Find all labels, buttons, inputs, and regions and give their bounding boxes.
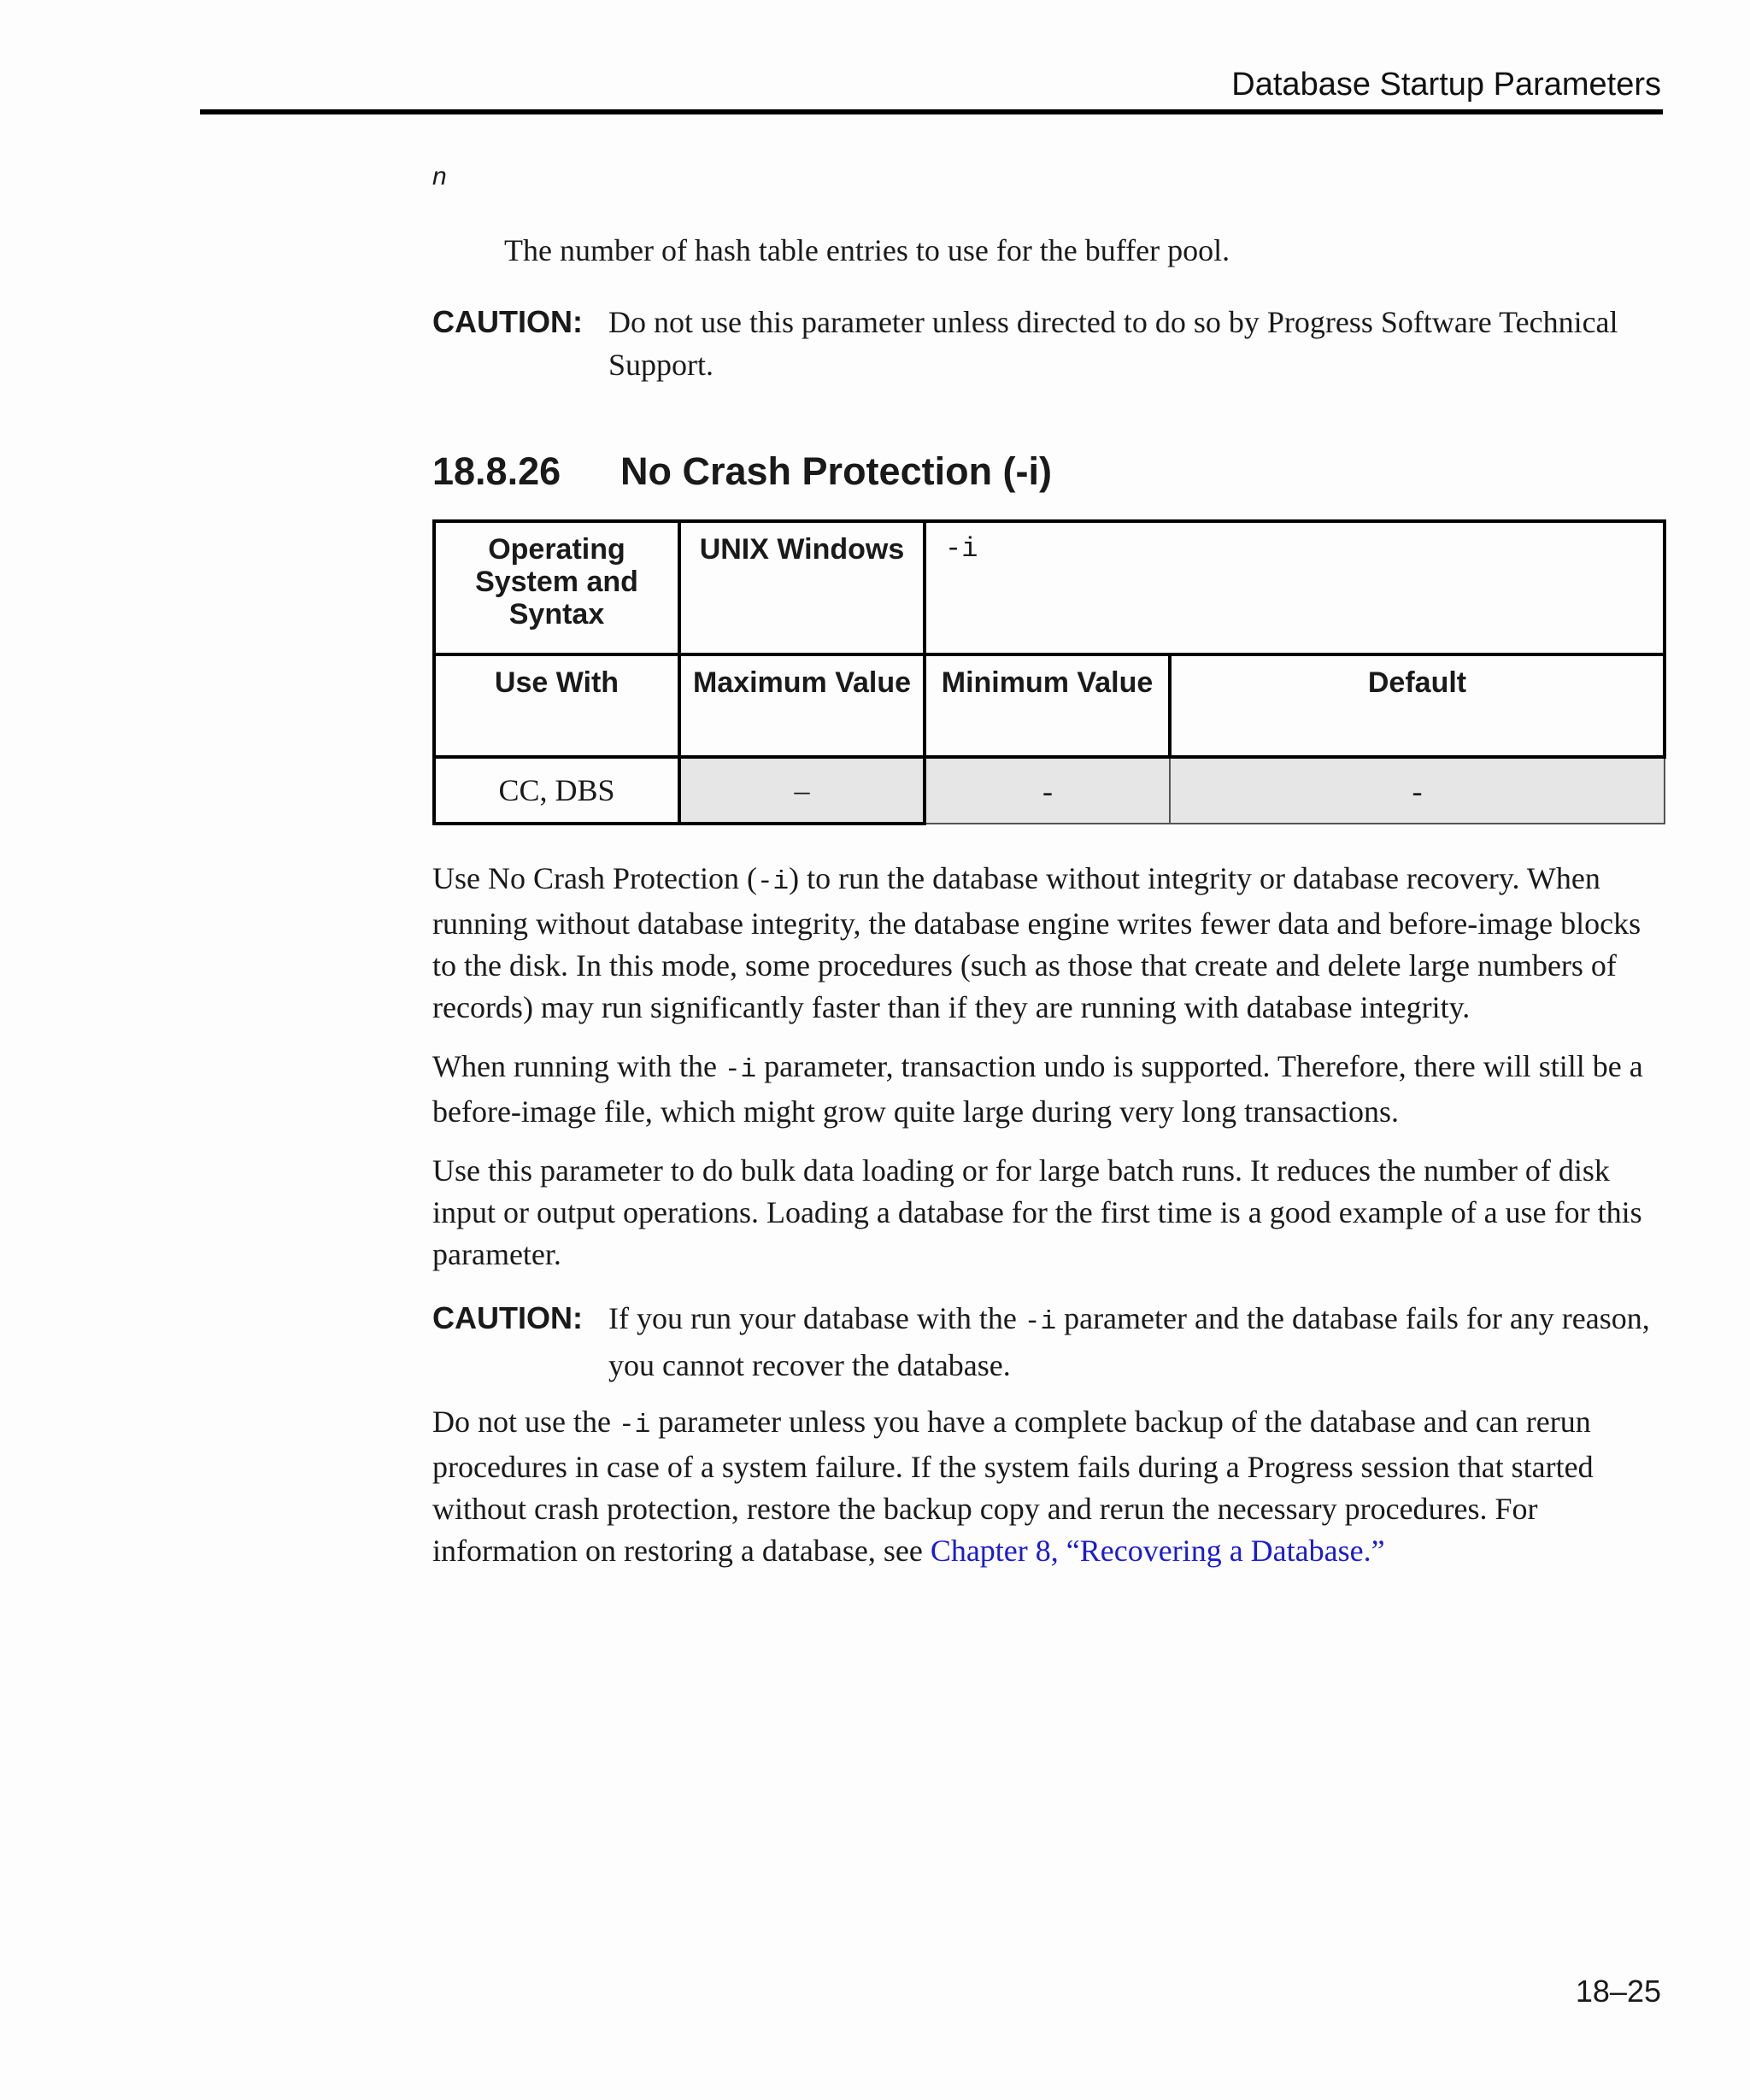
os-syntax-header: Operating System and Syntax bbox=[434, 521, 679, 654]
parameter-term: n bbox=[432, 162, 447, 191]
inline-code: -i bbox=[756, 867, 790, 897]
body-paragraph bbox=[432, 1046, 1663, 1133]
caution-text bbox=[608, 1297, 1663, 1387]
inline-code: -i bbox=[724, 1055, 757, 1085]
body-paragraph bbox=[432, 1401, 1663, 1572]
parameter-description: The number of hash table entries to use for the buffer pool. bbox=[504, 233, 1230, 267]
os-values: UNIX Windows bbox=[679, 521, 925, 654]
section-title: No Crash Protection (-i) bbox=[620, 449, 1053, 493]
caution-text-part: parameter and the database fails for any reason, you cannot recover the database. bbox=[608, 1301, 1650, 1382]
table-row bbox=[434, 757, 1665, 824]
body-paragraph: Use this parameter to do bulk data loading or for large batch runs. It reduces the number of disk input or output operations. Loading a database for the first time is a good example of a use for this parameter. bbox=[432, 1153, 1642, 1271]
table-row bbox=[434, 521, 1665, 654]
section-number: 18.8.26 bbox=[432, 449, 561, 493]
body-paragraph bbox=[432, 858, 1663, 1029]
caution-label: CAUTION: bbox=[432, 1300, 583, 1335]
caution-text-part: If you run your database with the bbox=[608, 1301, 1025, 1335]
parameter-table bbox=[432, 519, 1666, 825]
use-with-value: CC, DBS bbox=[434, 757, 679, 824]
page-number: 18–25 bbox=[1575, 1974, 1661, 2009]
paragraph-text: parameter, transaction undo is supported. Therefore, there will still be a before-image file, which might grow quite large during very long transactions. bbox=[432, 1049, 1643, 1129]
caution-note bbox=[432, 301, 1663, 386]
minimum-value-header: Minimum Value bbox=[925, 654, 1170, 757]
paragraph-text: Use No Crash Protection ( bbox=[432, 861, 757, 895]
inline-code: -i bbox=[1024, 1307, 1057, 1337]
caution-label: CAUTION: bbox=[432, 304, 583, 339]
paragraph-text: ) to run the database without integrity or database recovery. When running without database integrity, the database engine writes fewer data and before-image blocks to the disk. In this mode, some procedures (such as those that create and delete large numbers of records) may run significantly faster than if they are running with database integrity. bbox=[432, 861, 1641, 1024]
default-value: - bbox=[1170, 757, 1665, 824]
table-row bbox=[434, 654, 1665, 757]
syntax-cell: -i bbox=[925, 521, 1665, 654]
paragraph-text: parameter unless you have a complete backup of the database and can rerun procedures in case of a system failure. If the system fails during a Progress session that started without crash protection, restore the backup copy and rerun the necessary procedures. For information on restoring a database, see bbox=[432, 1405, 1594, 1568]
use-with-header: Use With bbox=[434, 654, 679, 757]
inline-code: -i bbox=[618, 1411, 651, 1440]
running-header: Database Startup Parameters bbox=[1231, 67, 1661, 103]
section-heading bbox=[432, 449, 1052, 494]
default-header: Default bbox=[1170, 654, 1665, 757]
paragraph-text: When running with the bbox=[432, 1049, 725, 1083]
minimum-value: - bbox=[925, 757, 1170, 824]
maximum-value-header: Maximum Value bbox=[679, 654, 925, 757]
maximum-value: – bbox=[679, 757, 925, 824]
paragraph-text: Do not use the bbox=[432, 1405, 619, 1439]
header-rule bbox=[200, 109, 1663, 114]
caution-text: Do not use this parameter unless directed to do so by Progress Software Technical Support. bbox=[608, 305, 1618, 382]
caution-note bbox=[432, 1297, 1663, 1387]
chapter-8-link[interactable]: Chapter 8, “Recovering a Database.” bbox=[930, 1534, 1385, 1568]
